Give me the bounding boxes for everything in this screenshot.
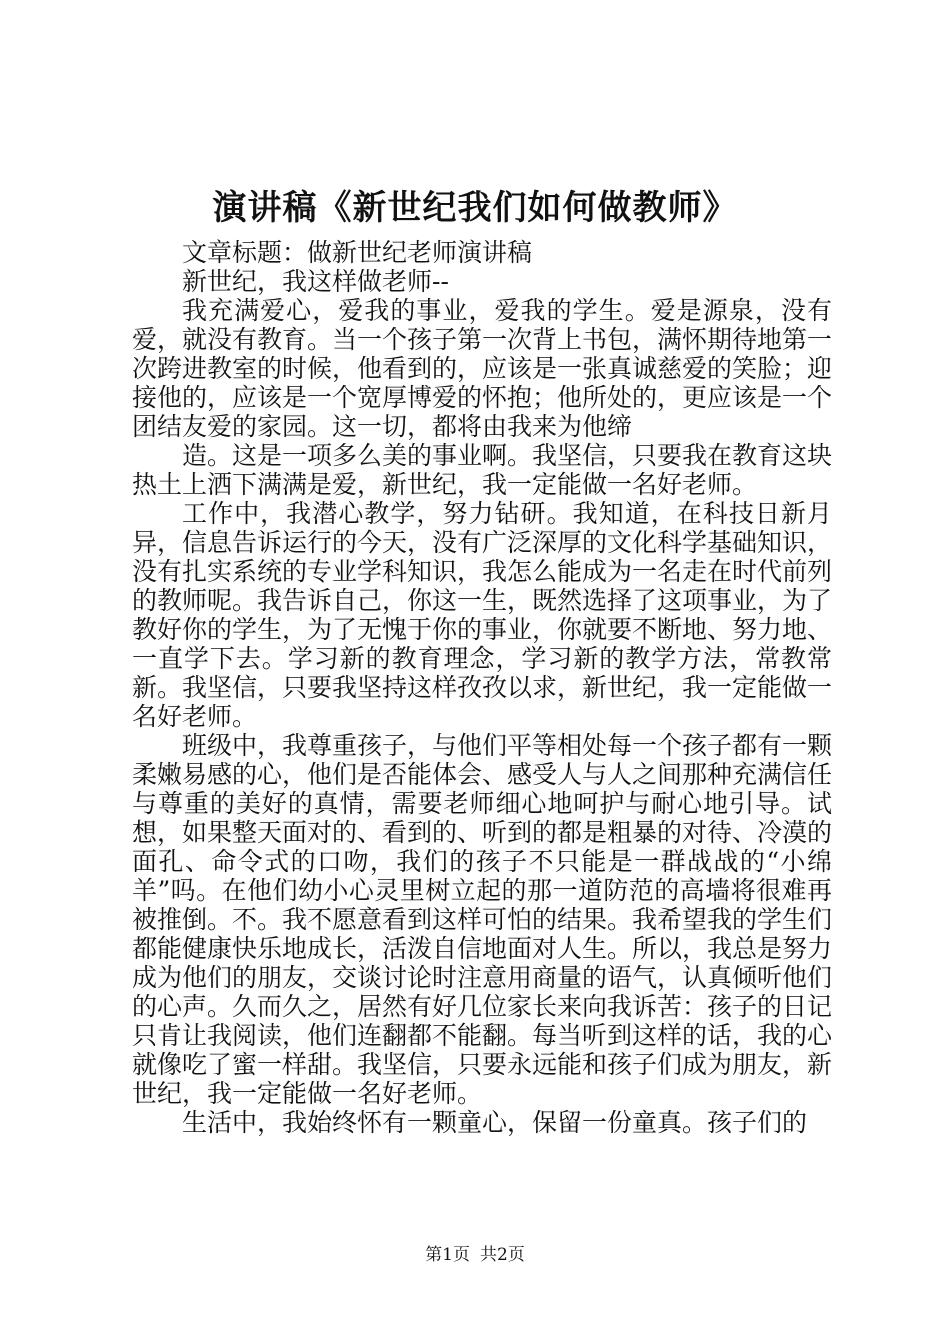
document-title: 演讲稿《新世纪我们如何做教师》 <box>212 188 738 228</box>
paragraph: 班级中，我尊重孩子，与他们平等相处每一个孩子都有一颗柔嫩易感的心，他们是否能体会、感受人与人之间那种充满信任与尊重的美好的真情，需要老师细心地呵护与耐心地引导。试想，如果整天面对的、看到的、听到的都是粗暴的对待、冷漠的面孔、命令式的口吻，我们的孩子不只能是一群战战的“小绵羊”吗。在他们幼小心灵里树立起的那一道防范的高墙将很难再被推倒。不。我不愿意看到这样可怕的结果。我希望我的学生们都能健康快乐地成长，活泼自信地面对人生。所以，我总是努力成为他们的朋友，交谈讨论时注意用商量的语气，认真倾听他们的心声。久而久之，居然有好几位家长来向我诉苦：孩子的日记只肯让我阅读，他们连翻都不能翻。每当听到这样的话，我的心就像吃了蜜一样甜。我坚信，只要永远能和孩子们成为朋友，新世纪，我一定能做一名好老师。 <box>132 731 833 1108</box>
paragraph: 生活中，我始终怀有一颗童心，保留一份童真。孩子们的 <box>182 1108 808 1137</box>
paragraph-article-title: 文章标题：做新世纪老师演讲稿 <box>182 238 533 267</box>
document-body <box>132 238 832 1137</box>
paragraph: 工作中，我潜心教学，努力钻研。我知道，在科技日新月异，信息告诉运行的今天，没有广泛深厚的文化科学基础知识，没有扎实系统的专业学科知识，我怎么能成为一名走在时代前列的教师呢。我告诉自己，你这一生，既然选择了这项事业，为了教好你的学生，为了无愧于你的事业，你就要不断地、努力地、一直学下去。学习新的教育理念，学习新的教学方法，常教常新。我坚信，只要我坚持这样孜孜以求，新世纪，我一定能做一名好老师。 <box>132 499 833 731</box>
page-number: 第1页 <box>425 1245 470 1265</box>
paragraph: 我充满爱心，爱我的事业，爱我的学生。爱是源泉，没有爱，就没有教育。当一个孩子第一次背上书包，满怀期待地第一次跨进教室的时候，他看到的，应该是一张真诚慈爱的笑脸；迎接他的，应该是一个宽厚博爱的怀抱；他所处的，更应该是一个团结友爱的家园。这一切，都将由我来为他缔 <box>132 296 833 441</box>
paragraph-subtitle: 新世纪，我这样做老师-- <box>182 267 449 296</box>
page-total: 共2页 <box>480 1245 525 1265</box>
paragraph: 造。这是一项多么美的事业啊。我坚信，只要我在教育这块热土上洒下满满是爱，新世纪，我一定能做一名好老师。 <box>132 441 833 499</box>
page-footer <box>0 1243 950 1267</box>
